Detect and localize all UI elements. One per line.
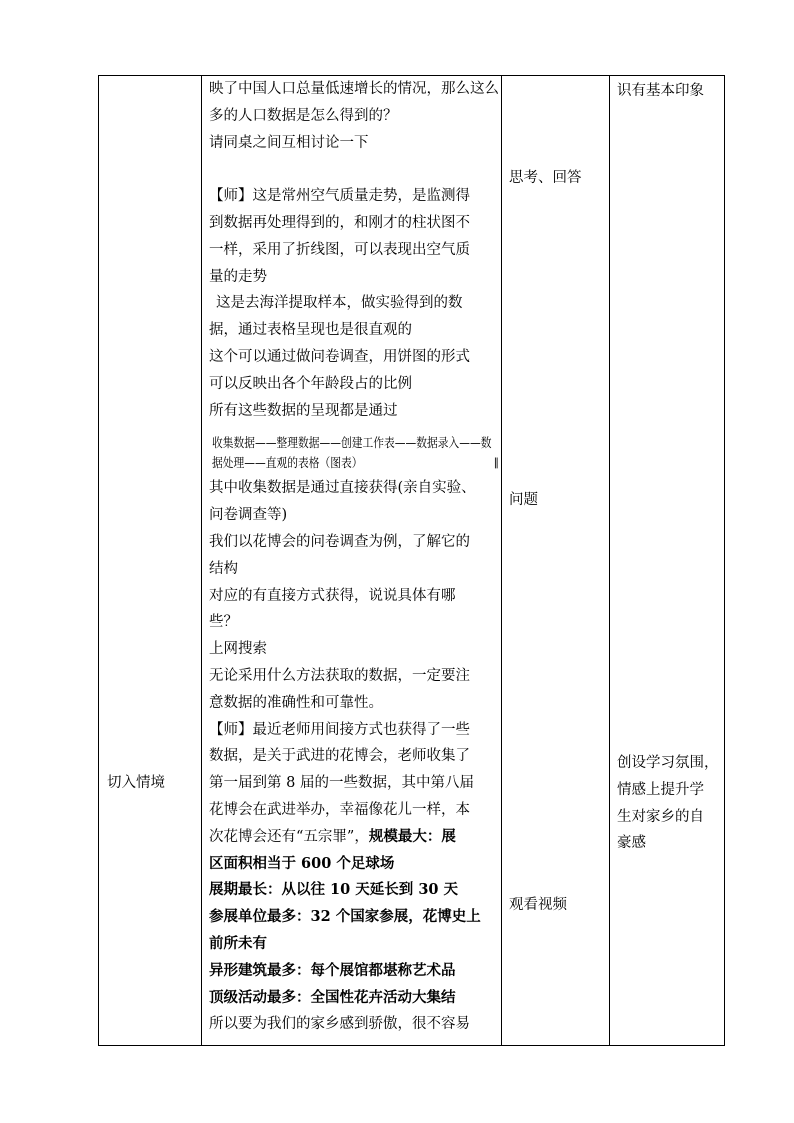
student-activity: 问题 (509, 492, 538, 508)
intent-line: 情感上提升学 (617, 781, 704, 798)
content-text-bold: 规模最大：展 (368, 827, 456, 845)
design-intent (617, 750, 721, 857)
content-line: 其中收集数据是通过直接获得(亲自实验、 (209, 480, 476, 497)
content-line: 些？ (209, 614, 238, 631)
content-line: 问卷调查等) (209, 507, 288, 524)
intent-line: 创设学习氛围， (617, 755, 719, 771)
content-line: 结构 (209, 560, 238, 577)
student-activity: 观看视频 (509, 897, 567, 913)
content-line: 数据，是关于武进的花博会，老师收集了 (209, 748, 470, 765)
content-line: 请同桌之间互相讨论一下 (209, 134, 369, 151)
stage-label: 切入情境 (107, 775, 165, 791)
content-text: 次花博会还有“五宗罪”， (209, 828, 369, 845)
workflow-image (209, 426, 501, 475)
content-line: 据，通过表格呈现也是很直观的 (209, 322, 412, 339)
content-line: 对应的有直接方式获得，说说具体有哪 (209, 587, 456, 604)
content-line: 映了中国人口总量低速增长的情况，那么这么 (209, 81, 499, 97)
content-line: 意数据的准确性和可靠性。 (209, 694, 383, 711)
design-intent: 识有基本印象 (617, 83, 704, 99)
content-line: 【师】这是常州空气质量走势，是监测得 (209, 188, 470, 205)
content-line: 一样，采用了折线图，可以表现出空气质 (209, 241, 470, 258)
content-line: 花博会在武进举办，幸福像花儿一样，本 (209, 801, 470, 818)
content-line: 无论采用什么方法获取的数据，一定要注 (209, 667, 470, 684)
content-line (209, 156, 501, 183)
content-line-bold: 前所未有 (209, 934, 267, 952)
column-divider (609, 76, 610, 1045)
intent-line: 豪感 (617, 835, 646, 852)
content-line: 所有这些数据的呈现都是通过 (209, 402, 398, 419)
content-line-bold: 展期最长：从以往 10 天延长到 30 天 (209, 881, 459, 899)
content-line (209, 824, 501, 851)
content-line: 量的走势 (209, 268, 267, 285)
content-line: 这是去海洋提取样本，做实验得到的数 (216, 295, 463, 312)
column-divider (501, 76, 502, 1045)
content-line: 这个可以通过做问卷调查，用饼图的形式 (209, 348, 470, 365)
content-line-bold: 顶级活动最多：全国性花卉活动大集结 (209, 988, 456, 1006)
content-line: 可以反映出各个年龄段占的比例 (209, 375, 412, 392)
content-line-bold: 参展单位最多：32 个国家参展，花博史上 (209, 908, 481, 926)
teaching-content (209, 76, 501, 1038)
workflow-row: 收集数据——整理数据——创建工作表——数据录入——数 (212, 435, 492, 451)
workflow-mark: ∥ (493, 456, 499, 470)
content-line: 所以要为我们的家乡感到骄傲，很不容易 (209, 1016, 470, 1033)
content-line: 到数据再处理得到的，和刚才的柱状图不 (209, 214, 470, 231)
content-line: 【师】最近老师用间接方式也获得了一些 (209, 721, 470, 738)
content-line: 多的人口数据是怎么得到的？ (209, 107, 398, 124)
student-activity: 思考、回答 (509, 170, 582, 186)
content-line: 我们以花博会的问卷调查为例，了解它的 (209, 533, 470, 550)
intent-line: 生对家乡的自 (617, 808, 704, 825)
content-line: 第一届到第 8 届的一些数据，其中第八届 (209, 775, 474, 792)
content-line: 上网搜索 (209, 641, 267, 658)
content-line-bold: 区面积相当于 600 个足球场 (209, 854, 395, 872)
content-line-bold: 异形建筑最多：每个展馆都堪称艺术品 (209, 961, 456, 979)
column-divider (201, 76, 202, 1045)
lesson-table (98, 75, 725, 1046)
workflow-row: 据处理——直观的表格（图表） (212, 455, 363, 471)
